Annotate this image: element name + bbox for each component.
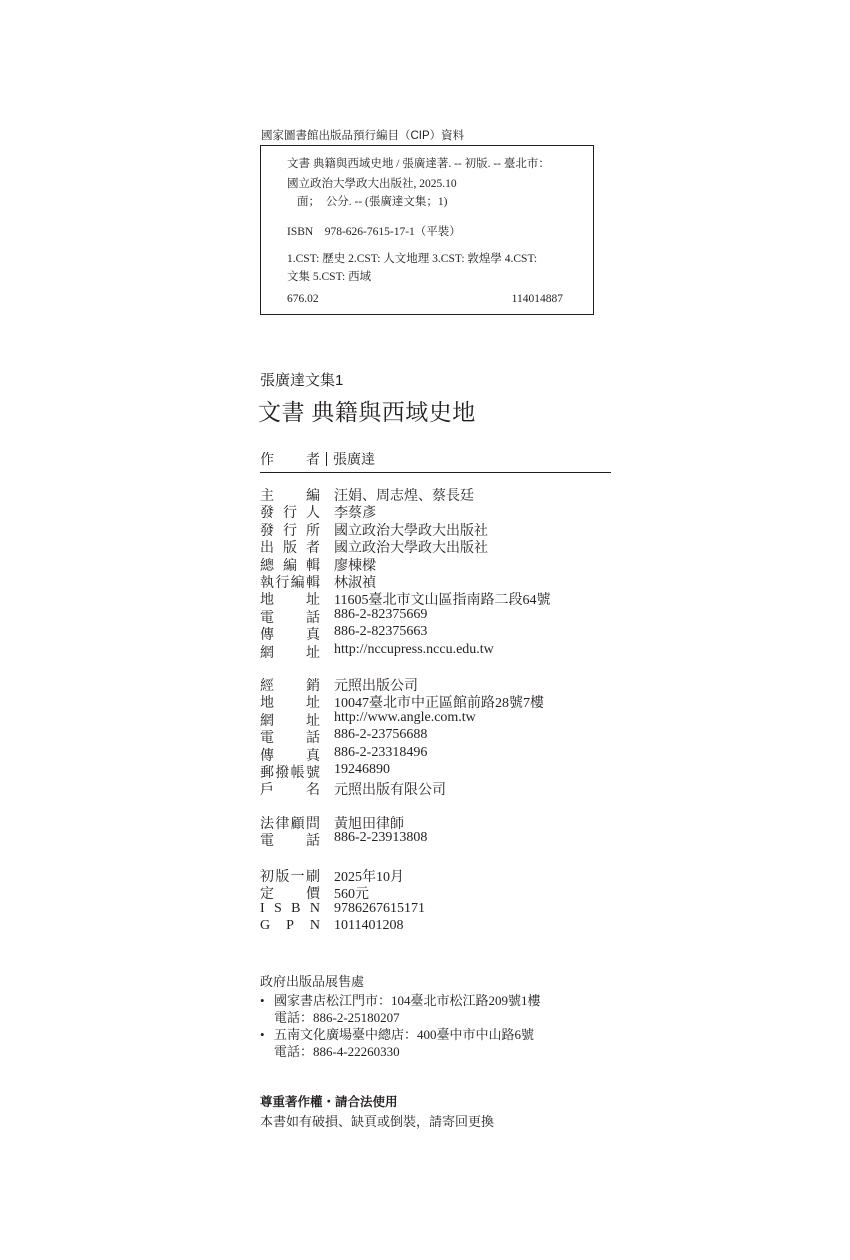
imprint-value: 886-2-82375663 <box>334 624 428 640</box>
imprint-key: 發 行 所 <box>260 523 320 539</box>
return-notice: 本書如有破損、缺頁或倒裝，請寄回更換 <box>260 1114 495 1129</box>
imprint-row <box>260 813 404 830</box>
imprint-value: 886-2-23318496 <box>334 744 428 760</box>
imprint-value: http://nccupress.nccu.edu.tw <box>334 641 494 657</box>
imprint-key: 總 編 輯 <box>260 558 320 574</box>
imprint-key: 電 話 <box>260 610 320 626</box>
imprint-row <box>260 555 376 572</box>
imprint-row <box>260 883 369 903</box>
imprint-row <box>260 901 425 918</box>
imprint-key: 網 址 <box>260 645 320 661</box>
imprint-row <box>260 762 390 779</box>
series-name: 張廣達文集1 <box>260 372 344 389</box>
imprint-key: 地 址 <box>260 593 320 609</box>
imprint-key: 網 址 <box>260 713 320 729</box>
imprint-value: 2025年10月 <box>334 870 404 885</box>
imprint-row <box>260 918 403 935</box>
imprint-key: 初 版 一 刷 <box>260 870 320 885</box>
imprint-row <box>260 727 428 747</box>
imprint-key: 傳 真 <box>260 628 320 644</box>
imprint-row <box>260 572 376 589</box>
imprint-value: 國立政治大學政大出版社 <box>334 541 488 557</box>
imprint-key: G P N <box>260 918 320 934</box>
copyright-notice: 尊重著作權・請合法使用 <box>260 1095 398 1109</box>
imprint-value: 10047臺北市中正區館前路28號7樓 <box>334 696 544 712</box>
imprint-row <box>260 745 427 762</box>
cip-line: 國立政治大學政大出版社, 2025.10 <box>287 178 457 190</box>
gov-sales-phone: 電話：886-4-22260330 <box>274 1044 400 1059</box>
cip-subjects: 文集 5.CST: 西域 <box>287 271 372 283</box>
gov-sales-outlet: • 國家書店松江門市：104臺北市松江路209號1樓 <box>260 993 541 1008</box>
imprint-row <box>260 520 488 537</box>
imprint-row <box>260 866 404 883</box>
author-separator <box>326 452 327 466</box>
imprint-value: 李蔡彥 <box>334 506 376 522</box>
imprint-key: 定 價 <box>260 887 320 903</box>
imprint-row <box>260 675 418 692</box>
imprint-value: 11605臺北市文山區指南路二段64號 <box>334 593 551 609</box>
cip-box <box>260 145 594 315</box>
imprint-key: 經 銷 <box>260 679 320 694</box>
imprint-key: I S B N <box>260 900 320 916</box>
author-name: 張廣達 <box>333 451 375 467</box>
imprint-value: 886-2-82375669 <box>334 606 428 622</box>
cip-heading: 國家圖書館出版品預行編目（CIP）資料 <box>261 130 465 142</box>
imprint-key: 主 編 <box>260 489 320 504</box>
imprint-value: 886-2-23913808 <box>334 830 428 846</box>
imprint-key: 出 版 者 <box>260 541 320 557</box>
author-rule <box>260 472 611 473</box>
imprint-value: 560元 <box>334 887 369 903</box>
gov-sales-outlet: • 五南文化廣場臺中總店：400臺中市中山路6號 <box>260 1027 535 1042</box>
imprint-value: 元照出版有限公司 <box>334 783 446 799</box>
imprint-key: 法 律 顧 問 <box>260 817 320 832</box>
author-row <box>260 449 375 469</box>
imprint-value: 廖棟樑 <box>334 558 376 574</box>
imprint-key: 傳 真 <box>260 748 320 764</box>
cip-record-number: 114014887 <box>511 293 563 305</box>
imprint-value: 886-2-23756688 <box>334 727 428 743</box>
imprint-row <box>260 830 428 850</box>
imprint-row <box>260 589 551 609</box>
imprint-value: http://www.angle.com.tw <box>334 709 476 725</box>
cip-line: 面； 公分. -- (張廣達文集；1) <box>297 196 448 208</box>
imprint-value: 19246890 <box>334 762 390 777</box>
imprint-row <box>260 779 446 799</box>
cip-subjects: 1.CST: 歷史 2.CST: 人文地理 3.CST: 敦煌學 4.CST: <box>287 253 538 265</box>
cip-line: 文書 典籍與西域史地 / 張廣達著. -- 初版. -- 臺北市： <box>287 158 550 170</box>
imprint-row <box>260 502 376 522</box>
imprint-value: 1011401208 <box>334 918 404 934</box>
imprint-row <box>260 624 428 644</box>
imprint-value: 國立政治大學政大出版社 <box>334 523 488 539</box>
imprint-key: 電 話 <box>260 731 320 747</box>
imprint-value: 元照出版公司 <box>334 679 418 694</box>
cip-classification: 676.02 <box>287 293 319 305</box>
imprint-key: 郵 撥 帳 號 <box>260 766 320 781</box>
imprint-value: 黃旭田律師 <box>334 817 404 832</box>
imprint-key: 地 址 <box>260 696 320 712</box>
imprint-key: 執 行 編 輯 <box>260 576 320 591</box>
author-label: 作 者 <box>260 453 320 468</box>
imprint-key: 戶 名 <box>260 783 320 799</box>
gov-sales-heading: 政府出版品展售處 <box>260 974 365 989</box>
imprint-row <box>260 485 474 502</box>
imprint-key: 發 行 人 <box>260 506 320 522</box>
imprint-row <box>260 710 476 727</box>
book-title: 文書 典籍與西域史地 <box>258 400 476 425</box>
imprint-row <box>260 642 494 659</box>
imprint-row <box>260 537 488 557</box>
imprint-row <box>260 692 544 712</box>
imprint-value: 林淑禎 <box>334 576 376 591</box>
imprint-key: 電 話 <box>260 834 320 850</box>
gov-sales-phone: 電話：886-2-25180207 <box>274 1010 400 1025</box>
imprint-row <box>260 607 427 624</box>
imprint-value: 汪娟、周志煌、蔡長廷 <box>334 489 474 504</box>
imprint-value: 9786267615171 <box>334 900 425 916</box>
cip-isbn: ISBN 978-626-7615-17-1（平裝） <box>287 226 461 238</box>
